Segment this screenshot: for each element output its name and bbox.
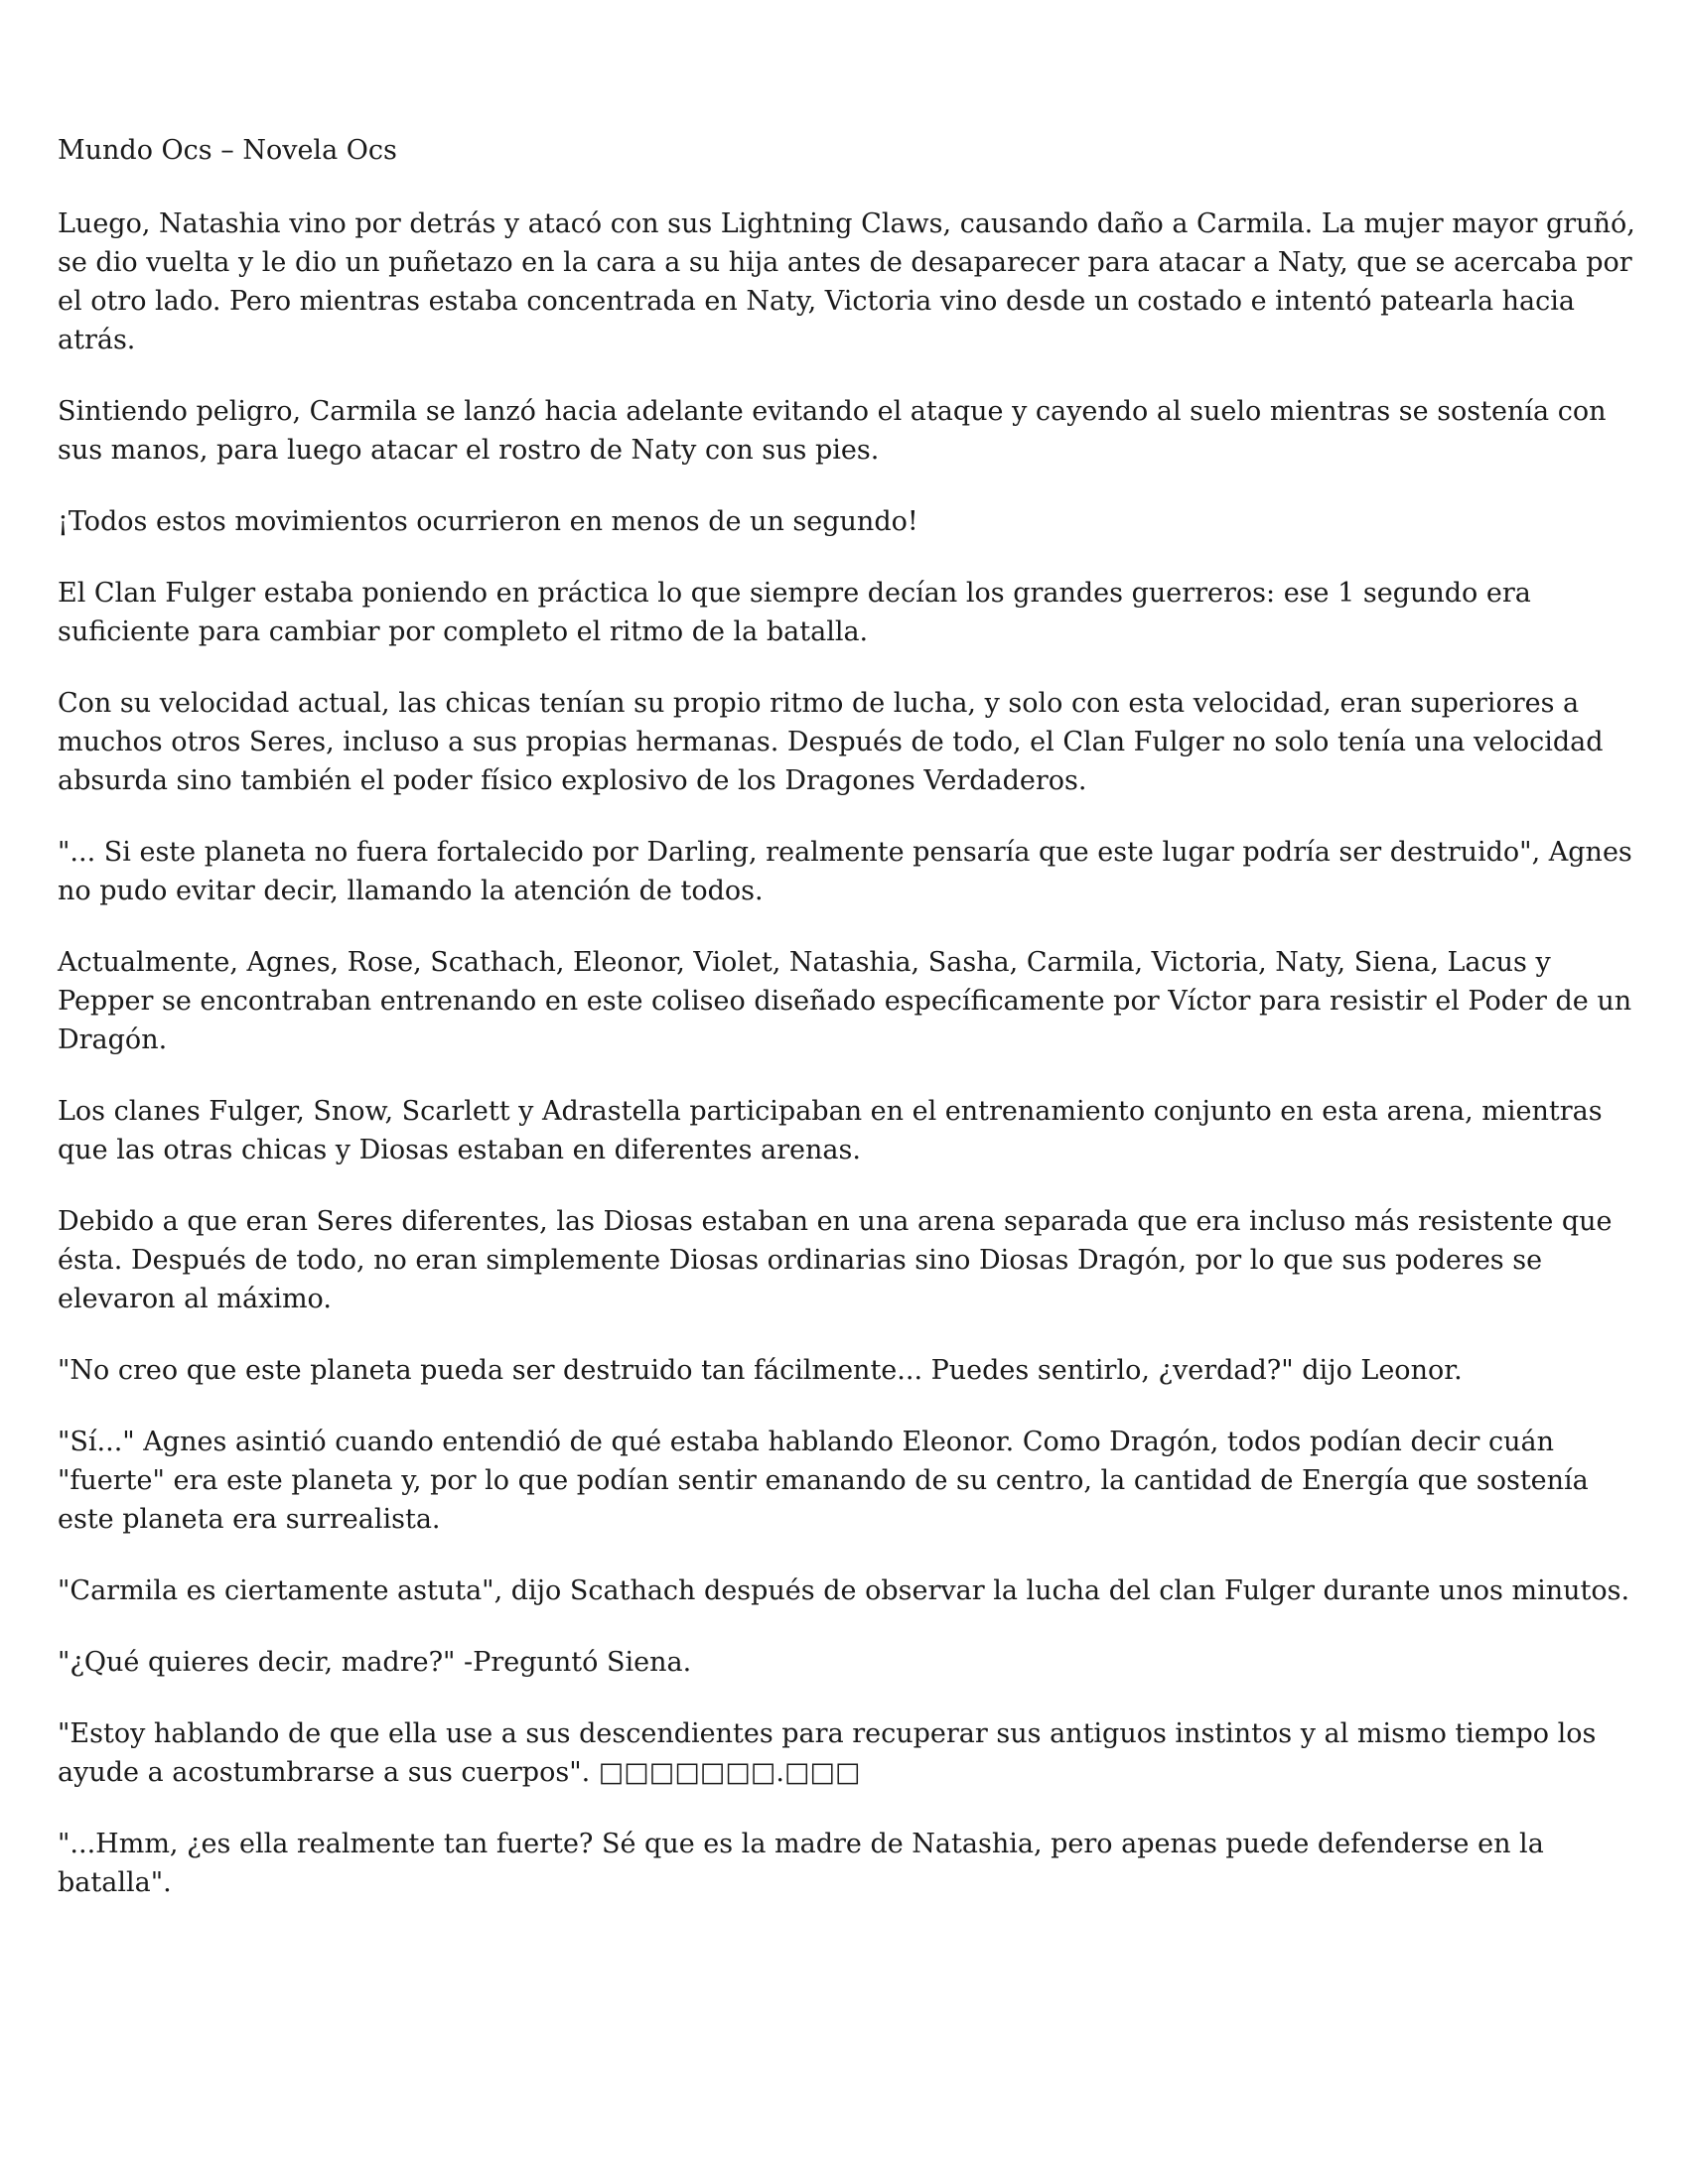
paragraph: ¡Todos estos movimientos ocurrieron en menos de un segundo! [58,506,918,537]
paragraph: "Estoy hablando de que ella use a sus descendientes para recuperar sus antiguos instintos y al mismo tiempo los ayude a acostumbrarse a sus cuerpos". □□□□□□□.□□□ [58,1718,1597,1788]
paragraph: Debido a que eran Seres diferentes, las Diosas estaban en una arena separada que era incluso más resistente que ésta. Después de todo, no eran simplemente Diosas ordinarias sino Diosas Dragón, por lo que sus poderes se elevaron al máximo. [58,1206,1613,1314]
paragraph: Actualmente, Agnes, Rose, Scathach, Eleonor, Violet, Natashia, Sasha, Carmila, Victoria, Naty, Siena, Lacus y Pepper se encontraban entrenando en este coliseo diseñado específicamente por Víctor para resistir el Poder de un Dragón. [58,947,1632,1055]
paragraph: "No creo que este planeta pueda ser destruido tan fácilmente... Puedes sentirlo, ¿verdad?" dijo Leonor. [58,1355,1463,1386]
paragraph: Con su velocidad actual, las chicas tenían su propio ritmo de lucha, y solo con esta velocidad, eran superiores a muchos otros Seres, incluso a sus propias hermanas. Después de todo, el Clan Fulger no solo tenía una velocidad absurda sino también el poder físico explosivo de los Dragones Verdaderos. [58,688,1604,796]
document-page [58,131,1642,1935]
paragraph: "Carmila es ciertamente astuta", dijo Scathach después de observar la lucha del clan Fulger durante unos minutos. [58,1575,1630,1606]
paragraph: Los clanes Fulger, Snow, Scarlett y Adrastella participaban en el entrenamiento conjunto en esta arena, mientras que las otras chicas y Diosas estaban en diferentes arenas. [58,1096,1603,1165]
paragraph: Sintiendo peligro, Carmila se lanzó hacia adelante evitando el ataque y cayendo al suelo mientras se sostenía con sus manos, para luego atacar el rostro de Naty con sus pies. [58,396,1607,466]
paragraph: "...Hmm, ¿es ella realmente tan fuerte? Sé que es la madre de Natashia, pero apenas puede defenderse en la batalla". [58,1829,1544,1898]
paragraph: "¿Qué quieres decir, madre?" -Preguntó Siena. [58,1647,692,1678]
document-header: Mundo Ocs – Novela Ocs [58,135,397,166]
paragraph: "Sí..." Agnes asintió cuando entendió de qué estaba hablando Eleonor. Como Dragón, todos podían decir cuán "fuerte" era este planeta y, por lo que podían sentir emanando de su centro, la cantidad de Energía que sostenía este planeta era surrealista. [58,1427,1589,1535]
paragraph: "... Si este planeta no fuera fortalecido por Darling, realmente pensaría que este lugar podría ser destruido", Agnes no pudo evitar decir, llamando la atención de todos. [58,837,1632,906]
paragraph: Luego, Natashia vino por detrás y atacó con sus Lightning Claws, causando daño a Carmila. La mujer mayor gruñó, se dio vuelta y le dio un puñetazo en la cara a su hija antes de desaparecer para atacar a Naty, que se acercaba por el otro lado. Pero mientras estaba concentrada en Naty, Victoria vino desde un costado e intentó patearla hacia atrás. [58,208,1635,355]
paragraph: El Clan Fulger estaba poniendo en práctica lo que siempre decían los grandes guerreros: ese 1 segundo era suficiente para cambiar por completo el ritmo de la batalla. [58,578,1531,647]
